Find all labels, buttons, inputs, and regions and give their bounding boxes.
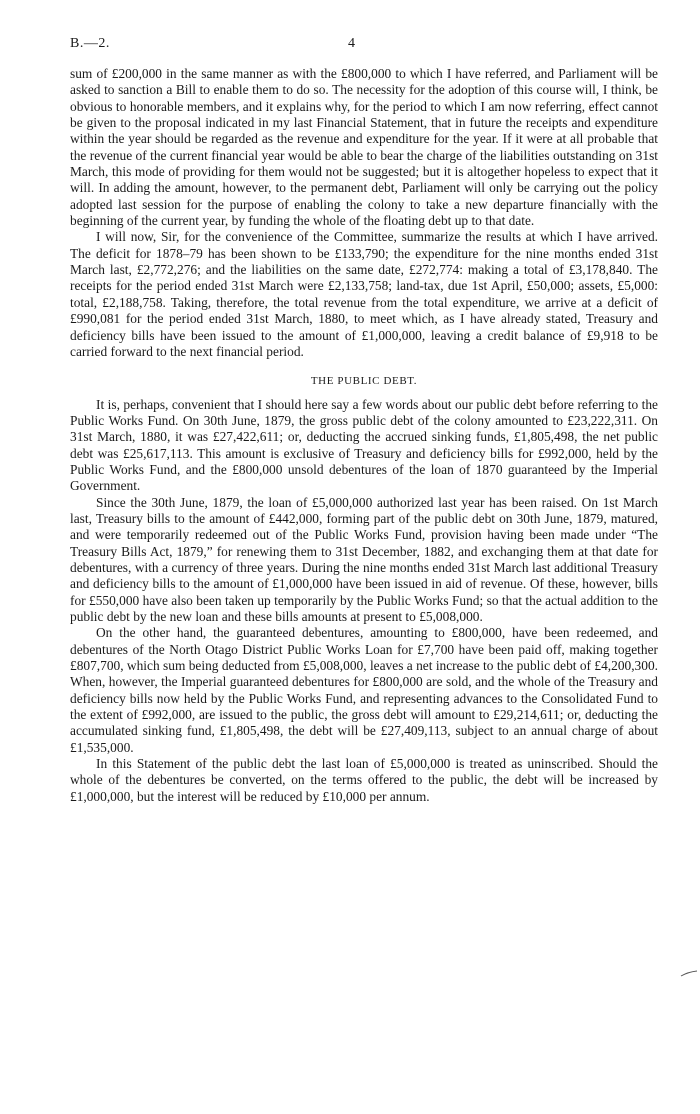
paragraph-guaranteed-debentures: On the other hand, the guaranteed debentures, amounting to £800,000, have been redeemed, and debentures of the North Otago District Public Works Loan for £7,700 have been paid off, making together £807,700, which sum being deducted from £5,008,000, leaves a net increase to the public debt of £4,200,300. When, however, the Imperial guaranteed debentures for £800,000 are sold, and the whole of the Treasury and deficiency bills now held by the Public Works Fund, and representing advances to the Consolidated Fund to the extent of £992,000, are issued to the public, the gross debt will amount to £29,214,611; or, deducting the accumulated sinking fund, £1,805,498, the debt will be £27,409,113, subject to an annual charge of about £1,535,000. xyxy=(70,625,658,755)
paragraph-uninscribed-loan: In this Statement of the public debt the last loan of £5,000,000 is treated as uninscribed. Should the whole of the debentures be converted, on the terms offered to the public, the debt will be increased by £1,000,000, but the interest will be reduced by £10,000 per annum. xyxy=(70,756,658,804)
paragraph-summary: I will now, Sir, for the convenience of the Committee, summarize the results at which I have arrived. The deficit for 1878–79 has been shown to be £133,790; the expenditure for the nine months ended 31st March last, £2,772,276; and the liabilities on the same date, £272,774: making a total of £3,178,840. The receipts for the period ended 31st March were £2,133,758; land-tax, due 1st April, £50,000; assets, £5,000: total, £2,188,758. Taking, therefore, the total revenue from the total expenditure, we arrive at a deficit of £990,081 for the period ended 31st March, 1880, to meet which, as I have already stated, Treasury and deficiency bills have been issued to the amount of £1,000,000, leaving a credit balance of £9,918 to be carried forward to the next financial period. xyxy=(70,229,658,359)
paragraph-continuation: sum of £200,000 in the same manner as with the £800,000 to which I have referred, and Parliament will be asked to sanction a Bill to enable them to do so. The necessity for the adoption of this course will, I think, be obvious to honorable members, and it explains why, for the period to which I am now referring, effect cannot be given to the proposal indicated in my last Financial Statement, that in future the receipts and expenditure within the year should be regarded as the revenue and expenditure for the year. If it were at all probable that the revenue of the current financial year would be able to bear the charge of the liabilities outstanding on 31st March, this mode of providing for them would not be suggested; but it is altogether hopeless to expect that it will. In adding the amount, however, to the permanent debt, Parliament will only be carrying out the policy adopted last session for the purpose of enabling the colony to take a new departure financially with the beginning of the current year, by funding the whole of the floating debt up to that date. xyxy=(70,66,658,229)
page-number: 4 xyxy=(348,36,355,51)
margin-mark xyxy=(680,970,698,978)
page-header xyxy=(70,36,650,54)
page-body xyxy=(70,66,658,805)
document-reference: B.—2. xyxy=(70,36,110,51)
paragraph-public-debt: It is, perhaps, convenient that I should here say a few words about our public debt before referring to the Public Works Fund. On 30th June, 1879, the gross public debt of the colony amounted to £23,222,311. On 31st March, 1880, it was £27,422,611; or, deducting the accrued sinking funds, £1,805,498, the net public debt was £25,617,113. This amount is exclusive of Treasury and deficiency bills for £992,000, held by the Public Works Fund, and the £800,000 unsold debentures of the loan of 1870 guaranteed by the Imperial Government. xyxy=(70,396,658,494)
section-heading: THE PUBLIC DEBT. xyxy=(310,375,418,388)
paragraph-loan-raised: Since the 30th June, 1879, the loan of £5,000,000 authorized last year has been raised. On 1st March last, Treasury bills to the amount of £442,000, forming part of the public debt on 30th June, 1879, matured, and were temporarily redeemed out of the Public Works Fund, provision having been made under “The Treasury Bills Act, 1879,” for renewing them to 31st December, 1882, and exchanging them at that date for debentures, with a currency of three years. During the nine months ended 31st March last additional Treasury and deficiency bills to the amount of £1,000,000 have been issued in aid of revenue. Of these, however, bills for £550,000 have also been taken up temporarily by the Public Works Fund; so that the actual addition to the public debt by the new loan and these bills amounts at present to £5,008,000. xyxy=(70,494,658,624)
